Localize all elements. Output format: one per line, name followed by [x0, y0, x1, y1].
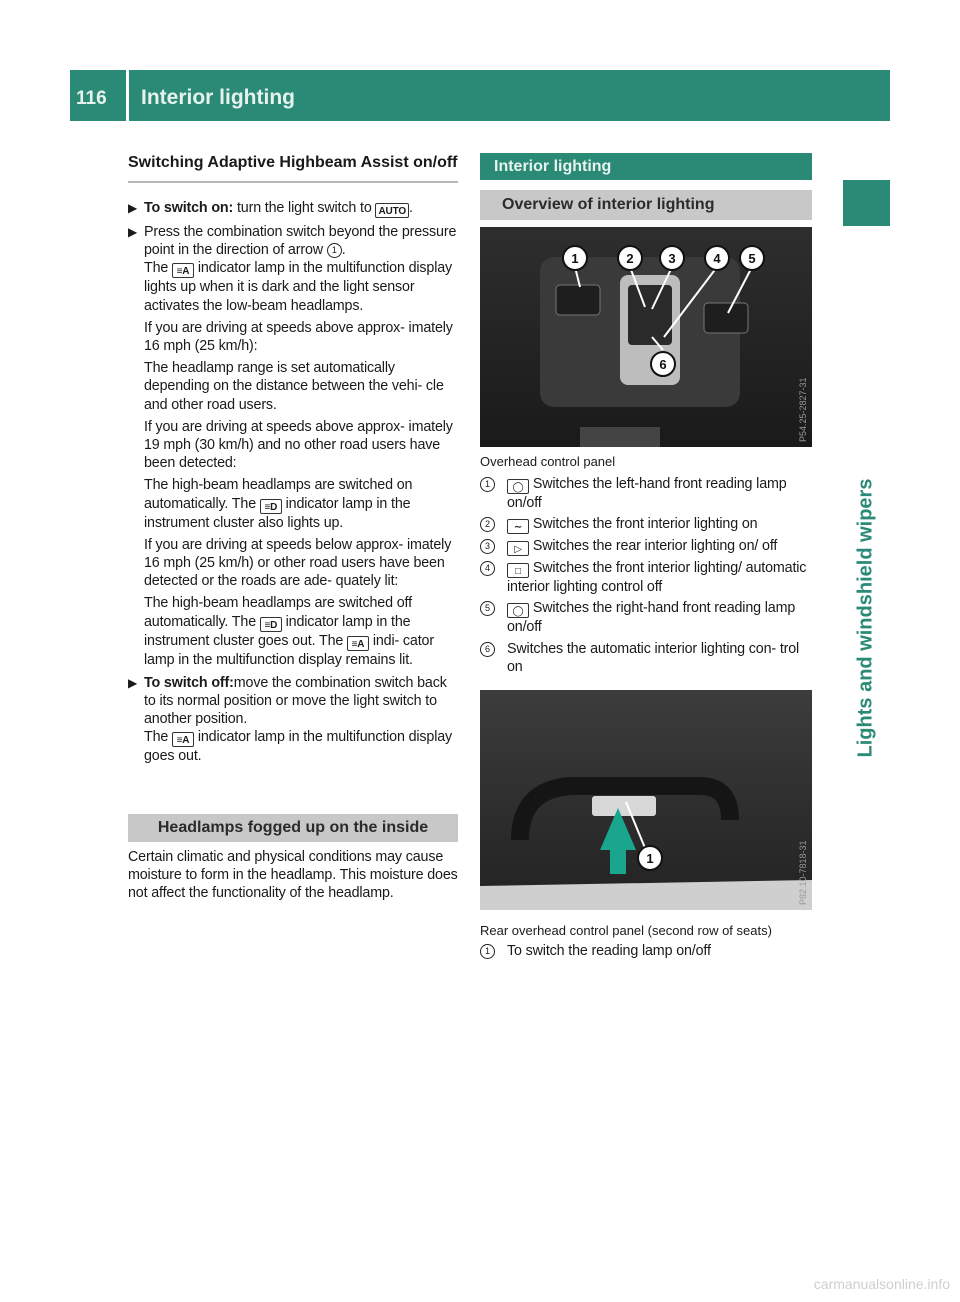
left-column — [128, 153, 458, 902]
page-number: 116 — [76, 88, 107, 109]
para-above-16mph: If you are driving at speeds above approx- imately 16 mph (25 km/h): — [144, 319, 453, 355]
list-item: 1 To switch the reading lamp on/off — [480, 942, 812, 960]
list-item: 5 ◯ Switches the right-hand front reading lamp on/off — [480, 599, 812, 636]
para-above-19mph: If you are driving at speeds above approx- imately 19 mph (30 km/h) and no other road users have been detected: — [144, 418, 453, 472]
rear-interior-light-icon: ▷ — [507, 541, 529, 556]
svg-text:P54.25-2827-31: P54.25-2827-31 — [798, 377, 808, 442]
para-fogged: Certain climatic and physical conditions may cause moisture to form in the headlamp. This moisture does not affect the functionality of the headlamp. — [128, 848, 458, 902]
highbeam-icon: ≡D — [260, 499, 282, 514]
reading-lamp-icon: ◯ — [507, 479, 529, 494]
svg-text:2: 2 — [626, 251, 634, 266]
side-tab-label: Lights and windshield wipers — [854, 478, 877, 758]
svg-text:6: 6 — [659, 357, 667, 372]
photo-caption-rear: Rear overhead control panel (second row of seats) — [480, 923, 772, 939]
highbeam-assist-icon: ≡A — [347, 636, 369, 651]
svg-text:P82.10-7818-31: P82.10-7818-31 — [798, 840, 808, 906]
section-rule — [128, 181, 458, 183]
section-title-interior: Interior lighting — [480, 153, 812, 180]
list-item: 2 ∼ Switches the front interior lighting on — [480, 515, 812, 534]
photo-caption-overhead: Overhead control panel — [480, 454, 616, 469]
overhead-control-panel-photo — [480, 227, 812, 447]
list-item: 4 □ Switches the front interior lighting/ automatic interior lighting control off — [480, 559, 812, 596]
highbeam-icon: ≡D — [260, 617, 282, 632]
interior-light-off-icon: □ — [507, 563, 529, 578]
header-divider — [126, 70, 129, 121]
svg-text:4: 4 — [713, 251, 721, 266]
page-title: Interior lighting — [141, 86, 295, 109]
highbeam-assist-icon: ≡A — [172, 732, 194, 747]
auto-symbol-icon: AUTO — [375, 203, 409, 218]
bullet-arrow-icon: ▶ — [128, 675, 138, 690]
list-item: 3 ▷ Switches the rear interior lighting on/ off — [480, 537, 812, 556]
list-item: 1 ◯ Switches the left-hand front reading lamp on/off — [480, 475, 812, 512]
bullet-arrow-icon: ▶ — [128, 201, 138, 215]
highbeam-assist-icon: ≡A — [172, 263, 194, 278]
rear-overhead-control-panel-photo — [480, 690, 812, 910]
subsection-title-overview: Overview of interior lighting — [480, 190, 812, 220]
side-tab-block — [843, 180, 890, 226]
svg-text:3: 3 — [668, 251, 676, 266]
section-title-fogged: Headlamps fogged up on the inside — [128, 814, 458, 842]
svg-text:1: 1 — [646, 851, 654, 867]
bullet-switch-off: ▶ To switch off:move the combination switch back to its normal position or move the light switch to another position. The ≡A indicator lamp in the multifunction display goes out. — [128, 674, 453, 765]
svg-text:5: 5 — [748, 251, 756, 266]
list-item: 6 Switches the automatic interior lighting con- trol on — [480, 640, 812, 676]
marker-1-icon: 1 — [327, 243, 342, 258]
bullet-press-switch: ▶ Press the combination switch beyond the pressure point in the direction of arrow 1 . The ≡A indicator lamp in the multifunction display lights up when it is dark and the light sensor activates the low-beam headlamps. If you are driving at speeds above approx- imately 16 mph (25 km/h): The headlamp range is set automatically depending on the distance between the vehi- cle and other road users. If you are driving at speeds above approx- imately 19 mph (30 km/h) and no other road users have been detected: The high-beam headlamps are switched on automatically. The ≡D indicator lamp in the instrument cluster also lights up. If you are driving at speeds below approx- imately 16 mph (25 km/h) or other road users have been detected or the roads are ade- quately lit: The high-beam headlamps are switched off automatically. The ≡D indicator lamp in the instrument cluster goes out. The ≡A indi- cator lamp in the multifunction display remains lit. — [128, 224, 457, 668]
right-column — [480, 153, 812, 960]
svg-text:1: 1 — [571, 251, 579, 266]
front-interior-light-icon: ∼ — [507, 519, 529, 534]
section-title-highbeam: Switching Adaptive Highbeam Assist on/off — [128, 154, 458, 171]
footer-watermark: carmanualsonline.info — [813, 1276, 950, 1292]
reading-lamp-icon: ◯ — [507, 603, 529, 618]
para-below-16mph: If you are driving at speeds below approx- imately 16 mph (25 km/h) or other road users have been detected or the roads are ade- quately lit: — [144, 536, 452, 590]
para-highbeam-off: The high-beam headlamps are switched off automatically. The ≡D indicator lamp in the instrument cluster goes out. The ≡A indi- cator lamp in the multifunction display remains lit. — [144, 595, 434, 668]
para-highbeam-on: The high-beam headlamps are switched on automatically. The ≡D indicator lamp in the instrument cluster also lights up. — [144, 477, 413, 531]
bullet-switch-on: ▶ To switch on: turn the light switch to AUTO . — [128, 200, 413, 217]
bullet-arrow-icon: ▶ — [128, 225, 138, 239]
para-headlamp-range: The headlamp range is set automatically depending on the distance between the vehi- cle and other road users. — [144, 360, 444, 413]
